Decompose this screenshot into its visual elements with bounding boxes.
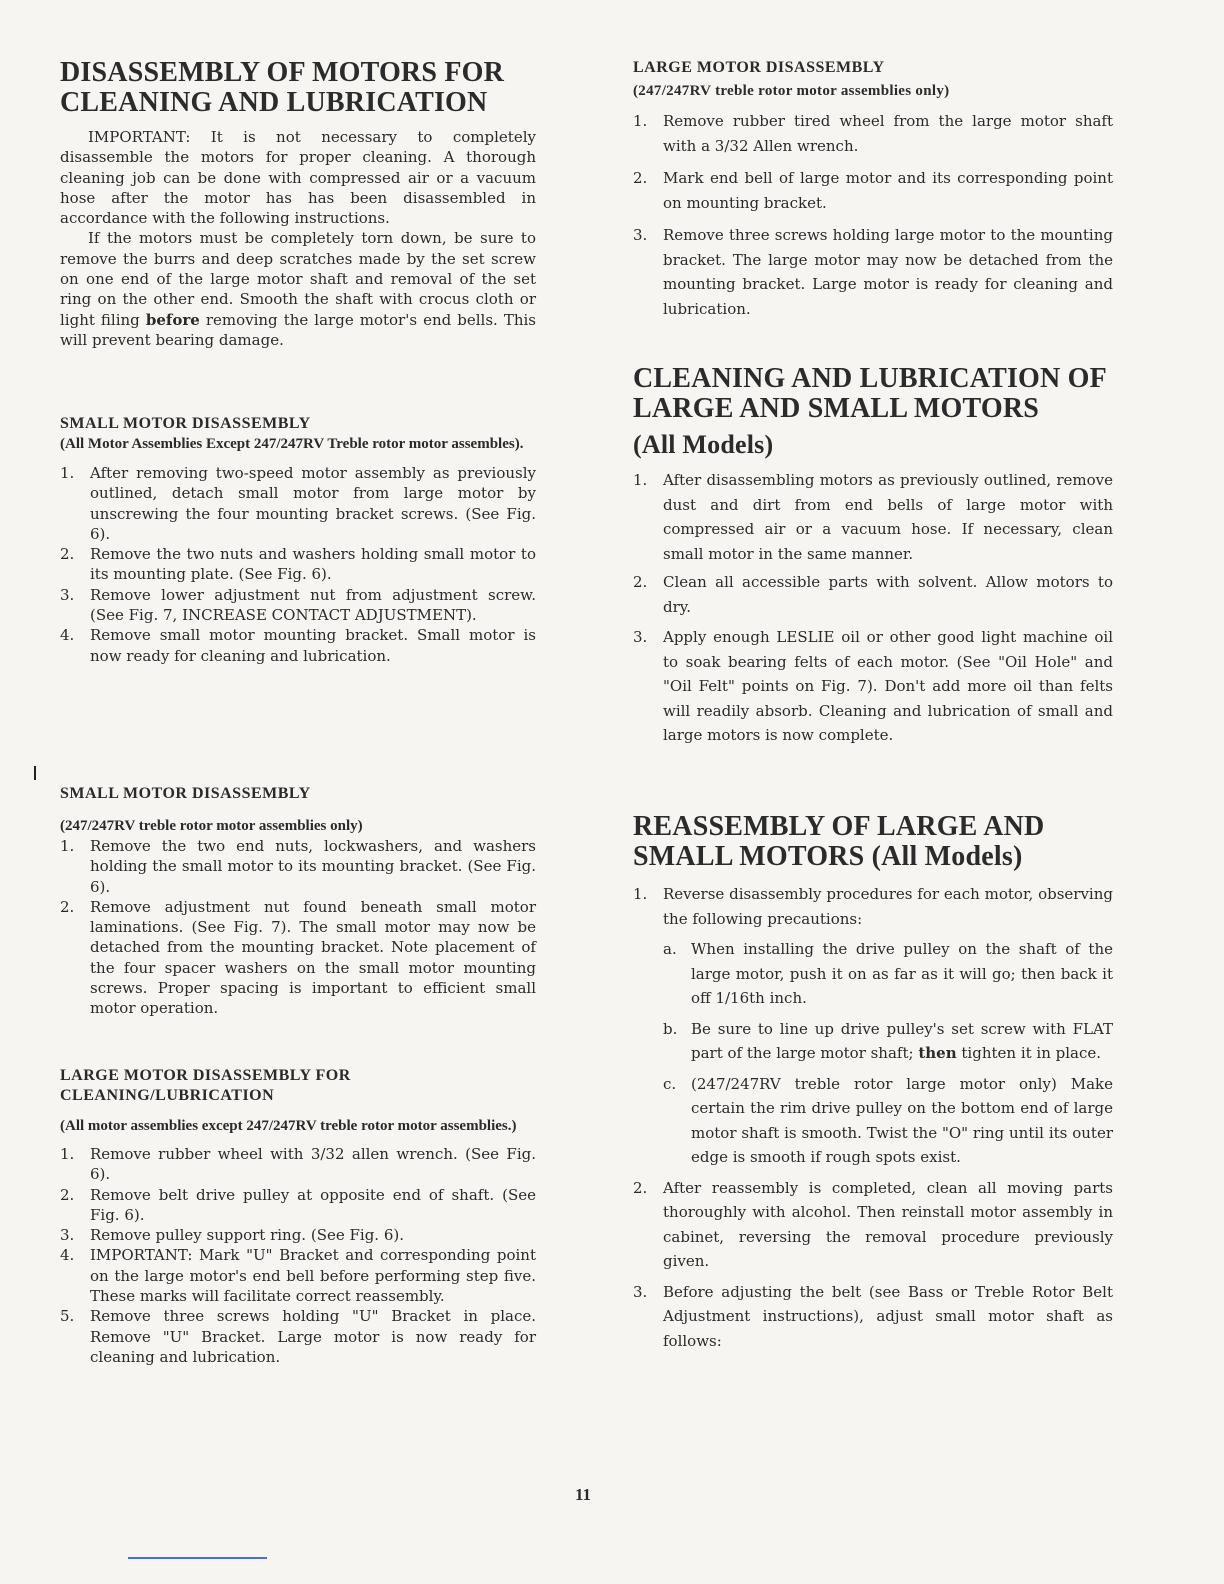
section-subheading: (All motor assemblies except 247/247RV treble rotor motor assemblies.) — [60, 1118, 517, 1134]
list-item: a. When installing the drive pulley on the shaft of the large motor, push it on as far as it will go; then back it off 1/16th inch. — [663, 940, 1113, 1007]
cleaning-section — [633, 364, 1113, 748]
step-list — [60, 836, 536, 1019]
step-list — [633, 468, 1113, 748]
intro-paragraph-1: IMPORTANT: It is not necessary to completely disassemble the motors for proper cleaning. A thorough cleaning job can be done with compressed air or a vacuum hose after the motor has has been disassembled in accordance with the following instructions. — [60, 128, 536, 228]
intro-section — [60, 127, 536, 350]
page-title: DISASSEMBLY OF MOTORS FOR CLEANING AND LUBRICATION — [60, 57, 505, 118]
list-item: 3. Before adjusting the belt (see Bass or Treble Rotor Belt Adjustment instructions), adjust small motor shaft as follows: — [633, 1282, 1113, 1350]
list-item: 2. Clean all accessible parts with solvent. Allow motors to dry. — [633, 573, 1113, 616]
list-item: 1. Remove rubber wheel with 3/32 allen wrench. (See Fig. 6). — [60, 1145, 536, 1184]
list-item: 4. IMPORTANT: Mark "U" Bracket and corresponding point on the large motor's end bell before performing step five. These marks will facilitate correct reassembly. — [60, 1246, 536, 1306]
list-item: 2. After reassembly is completed, clean all moving parts thoroughly with alcohol. Then reinstall motor assembly in cabinet, reversing the removal procedure previously given. — [633, 1178, 1113, 1270]
step-list — [633, 882, 1113, 931]
small-motor-section-2 — [60, 784, 536, 1019]
list-item: 2. Remove the two nuts and washers holding small motor to its mounting plate. (See Fig. 6). — [60, 545, 536, 584]
large-motor-section-1 — [60, 1066, 536, 1367]
section-subtitle: (All Models) — [633, 430, 774, 459]
list-item: 2. Remove belt drive pulley at opposite end of shaft. (See Fig. 6). — [60, 1185, 536, 1224]
list-item: 3. Apply enough LESLIE oil or other good light machine oil to soak bearing felts of each motor. (See "Oil Hole" and "Oil Felt" points on Fig. 7). Don't add more oil than felts will readily absorb. Cleaning and lubrication of small and large motors is now complete. — [633, 628, 1113, 744]
list-item: 2. Remove adjustment nut found beneath small motor laminations. (See Fig. 7). The small motor may now be detached from the mounting bracket. Note placement of the four spacer washers on the small motor mounting screws. Proper spacing is important to efficient small motor operation. — [60, 897, 536, 1018]
page-number: 11 — [575, 1485, 592, 1504]
list-item: b. Be sure to line up drive pulley's set screw with FLAT part of the large motor shaft; then tighten it in place. — [663, 1019, 1113, 1062]
section-subheading: (247/247RV treble rotor motor assemblies only) — [60, 818, 363, 834]
section-heading: LARGE MOTOR DISASSEMBLY — [633, 59, 885, 76]
list-item: 1. After removing two-speed motor assembly as previously outlined, detach small motor from large motor by unscrewing the four mounting bracket screws. (See Fig. 6). — [60, 464, 536, 543]
list-item: 5. Remove three screws holding "U" Bracket in place. Remove "U" Bracket. Large motor is now ready for cleaning and lubrication. — [60, 1307, 536, 1366]
emphasis-then: then — [918, 1044, 957, 1062]
list-item: 1. Remove the two end nuts, lockwashers, and washers holding the small motor to its mounting bracket. (See Fig. 6). — [60, 837, 536, 896]
precaution-list — [633, 937, 1113, 1170]
section-title: CLEANING AND LUBRICATION OF LARGE AND SMALL MOTORS — [633, 363, 1106, 424]
footer-link-underline — [128, 1557, 267, 1559]
emphasis-before: before — [145, 310, 200, 329]
list-item: 1. Remove rubber tired wheel from the large motor shaft with a 3/32 Allen wrench. — [633, 112, 1113, 155]
list-item: 4. Remove small motor mounting bracket. Small motor is now ready for cleaning and lubrication. — [60, 626, 536, 665]
list-item: 1. After disassembling motors as previously outlined, remove dust and dirt from end bells of large motor with compressed air or a vacuum hose. If necessary, clean small motor in the same manner. — [633, 471, 1113, 563]
small-motor-section-1 — [60, 414, 536, 666]
intro-paragraph-2: If the motors must be completely torn down, be sure to remove the burrs and deep scratches made by the set screw on one end of the large motor shaft and removal of the set ring on the other end. Smooth the shaft with crocus cloth or light filing before removing the large motor's end bells. This will prevent bearing damage. — [60, 229, 536, 349]
section-heading: LARGE MOTOR DISASSEMBLY FOR CLEANING/LUBRICATION — [60, 1067, 351, 1104]
list-item: 2. Mark end bell of large motor and its corresponding point on mounting bracket. — [633, 169, 1113, 212]
margin-mark — [34, 766, 36, 780]
step-list — [60, 463, 536, 666]
list-item: 3. Remove three screws holding large motor to the mounting bracket. The large motor may now be detached from the mounting bracket. Large motor is ready for cleaning and lubrication. — [633, 226, 1113, 318]
list-item: 3. Remove lower adjustment nut from adjustment screw. (See Fig. 7, INCREASE CONTACT ADJUSTMENT). — [60, 585, 536, 625]
step-list-continued — [633, 1176, 1113, 1354]
step-list — [60, 1144, 536, 1367]
list-item: 1. Reverse disassembly procedures for each motor, observing the following precautions: — [633, 885, 1113, 928]
section-heading: SMALL MOTOR DISASSEMBLY — [60, 785, 311, 802]
list-item: 3. Remove pulley support ring. (See Fig. 6). — [60, 1226, 405, 1245]
section-subheading: (247/247RV treble rotor motor assemblies only) — [633, 83, 950, 99]
step-list — [633, 109, 1113, 321]
list-item: c. (247/247RV treble rotor large motor only) Make certain the rim drive pulley on the bottom end of large motor shaft is smooth. Twist the "O" ring until its outer edge is smooth if rough spots exist. — [663, 1074, 1113, 1166]
reassembly-section — [633, 812, 1113, 1353]
large-motor-section-2 — [633, 58, 1113, 321]
section-title: REASSEMBLY OF LARGE AND SMALL MOTORS (All Models) — [633, 811, 1045, 872]
section-heading: SMALL MOTOR DISASSEMBLY — [60, 415, 311, 432]
section-subheading: (All Motor Assemblies Except 247/247RV Treble rotor motor assembles). — [60, 436, 524, 452]
